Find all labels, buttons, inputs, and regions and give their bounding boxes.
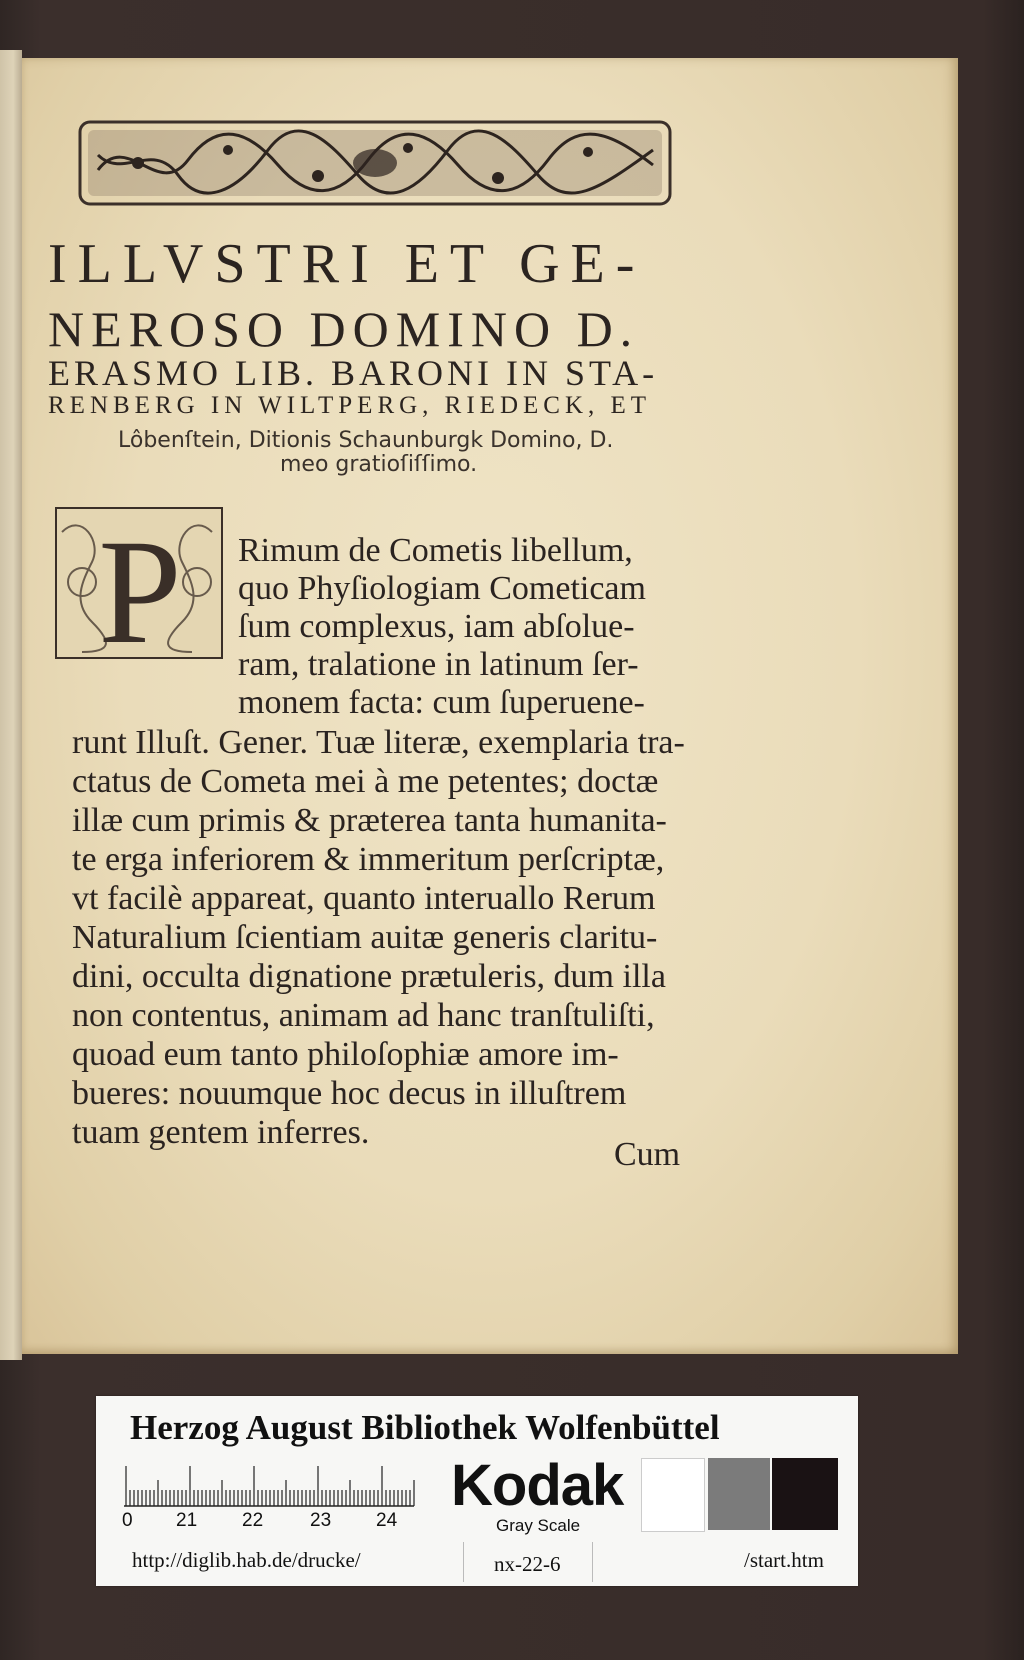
body-line: non contentus, animam ad hanc tranſtuliſti, xyxy=(72,997,655,1034)
ruler-label: 21 xyxy=(176,1510,198,1531)
ruler-label: 23 xyxy=(310,1510,332,1531)
body-line: monem facta: cum ſuperuene- xyxy=(238,684,645,721)
dedication-heading-line-5: Lôbenſtein, Ditionis Schaunburgk Domino, D. xyxy=(118,428,614,453)
headpiece-ornament xyxy=(78,120,672,206)
ruler-labels xyxy=(124,1510,444,1534)
ruler-label: 24 xyxy=(376,1510,398,1531)
body-line: ſum complexus, iam abſolue- xyxy=(238,608,635,645)
dedication-heading-line-1: ILLVSTRI ET GE- xyxy=(48,233,646,295)
url-base: http://diglib.hab.de/drucke/ xyxy=(132,1548,361,1572)
dedication-heading-line-4: RENBERG IN WILTPERG, RIEDECK, ET xyxy=(48,392,652,419)
body-line: quoad eum tanto philoſophiæ amore im- xyxy=(72,1036,619,1073)
body-line: quo Phyſiologiam Cometicam xyxy=(238,570,646,607)
gray-patch-black xyxy=(772,1458,838,1530)
body-line: ctatus de Cometa mei à me petentes; doctæ xyxy=(72,763,659,800)
kodak-logo: Kodak xyxy=(451,1453,624,1518)
gray-patch-white xyxy=(641,1458,705,1532)
facing-page-edge xyxy=(0,50,22,1360)
gray-scale-label: Gray Scale xyxy=(496,1516,581,1535)
body-line: Naturalium ſcientiam auitæ generis claritu- xyxy=(72,919,658,956)
shelfmark: nx-22-6 xyxy=(494,1552,561,1576)
library-name: Herzog August Bibliothek Wolfenbüttel xyxy=(130,1408,720,1447)
initial-letter: P xyxy=(98,509,182,666)
decorated-initial xyxy=(52,502,228,666)
gray-patch-mid xyxy=(708,1458,770,1530)
body-line: tuam gentem inferres. xyxy=(72,1114,370,1151)
card-divider xyxy=(463,1542,464,1582)
dedication-heading-line-2: NEROSO DOMINO D. xyxy=(48,301,640,357)
body-line: bueres: nouumque hoc decus in illuſtrem xyxy=(72,1075,627,1112)
dedication-heading-line-3: ERASMO LIB. BARONI IN STA- xyxy=(48,353,659,393)
dedication-heading-line-6: meo gratioſiſſimo. xyxy=(280,452,478,477)
catchword: Cum xyxy=(614,1136,681,1173)
url-suffix: /start.htm xyxy=(744,1548,824,1572)
card-divider xyxy=(592,1542,593,1582)
body-line: Rimum de Cometis libellum, xyxy=(238,532,633,569)
body-line: runt Illuſt. Gener. Tuæ literæ, exemplaria tra- xyxy=(72,724,685,761)
body-line: vt facilè appareat, quanto interuallo Rerum xyxy=(72,880,656,917)
body-line: illæ cum primis & præterea tanta humanita- xyxy=(72,802,667,839)
body-line: dini, occulta dignatione prætuleris, dum illa xyxy=(72,958,666,995)
ruler-label: 0 xyxy=(122,1510,133,1531)
body-line: ram, tralatione in latinum ſer- xyxy=(238,646,639,683)
library-scale-card xyxy=(96,1396,858,1586)
body-line: te erga inferiorem & immeritum perſcriptæ, xyxy=(72,841,665,878)
ruler-label: 22 xyxy=(242,1510,264,1531)
measurement-ruler xyxy=(124,1462,424,1510)
